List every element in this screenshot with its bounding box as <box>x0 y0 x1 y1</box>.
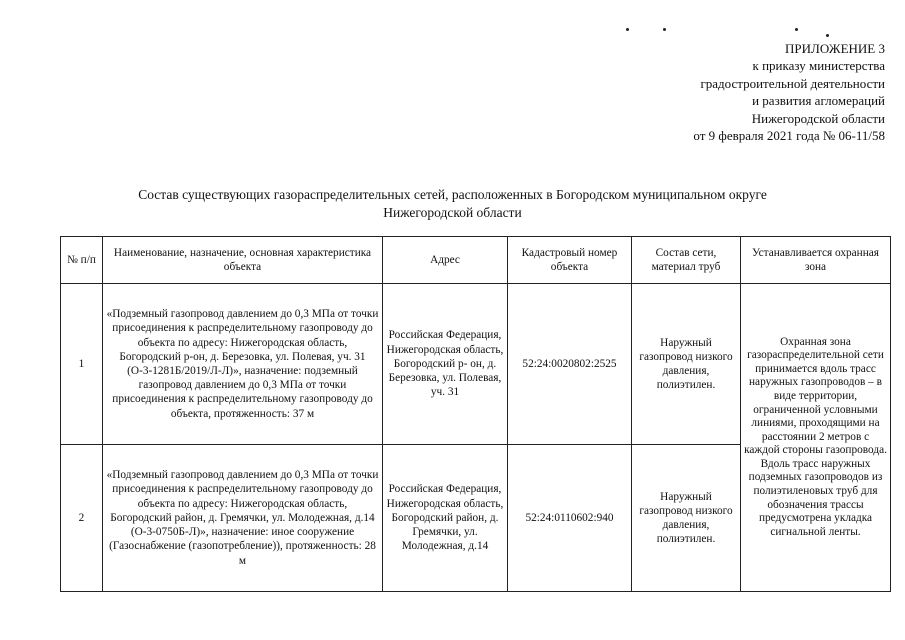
row-name: «Подземный газопровод давлением до 0,3 МПа от точки присоединения к распределительному газопроводу до объекта по адресу: Нижегородская область, Богородский р-он, д. Березовка, ул. Полевая, уч. 31 (О-3-1281Б/2019/Л-Л)», назначение: подземный газопровод давлением до 0,3 МПа от точки присоединения к распределительному газопроводу до объекта, протяженность: 37 м <box>103 284 383 445</box>
document-title-line2: Нижегородской области <box>383 205 522 220</box>
annex-line: градостроительной деятельности <box>700 75 885 91</box>
table-row <box>61 284 891 445</box>
protection-zone-cell: Охранная зона газораспределительной сети принимается вдоль трасс наружных газопроводов – в виде территории, ограниченной условными линиями, проходящими на расстоянии 2 метров с каждой стороны газопровода. Вдоль трасс наружных подземных газопроводов из полиэтиленовых труб для обозначения трассы предусмотрена укладка сигнальной ленты. <box>741 284 891 592</box>
row-num: 1 <box>61 284 103 445</box>
row-address: Российская Федерация, Нижегородская область, Богородский р- он, д. Березовка, ул. Полевая, уч. 31 <box>383 284 508 445</box>
table-header-row <box>61 237 891 284</box>
header-name: Наименование, назначение, основная характеристика объекта <box>103 237 383 284</box>
row-network: Наружный газопровод низкого давления, полиэтилен. <box>632 445 741 592</box>
document-title-line1: Состав существующих газораспределительных сетей, расположенных в Богородском муниципальном округе <box>138 187 767 202</box>
row-num: 2 <box>61 445 103 592</box>
annex-title: ПРИЛОЖЕНИЕ 3 <box>785 41 885 56</box>
header-zone: Устанавливается охранная зона <box>741 237 891 284</box>
row-address: Российская Федерация, Нижегородская область, Богородский район, д. Гремячки, ул. Молодежная, д.14 <box>383 445 508 592</box>
row-name: «Подземный газопровод давлением до 0,3 МПа от точки присоединения к распределительному газопроводу до объекта по адресу: Нижегородская область, Богородский район, д. Гремячки, ул. Молодежная, д.14 (О-3-0750Б-Л)», назначение: иное сооружение (Газоснабжение (газопотребление)), протяженность: 28 м <box>103 445 383 592</box>
row-network: Наружный газопровод низкого давления, полиэтилен. <box>632 284 741 445</box>
row-cadastral: 52:24:0020802:2525 <box>508 284 632 445</box>
annex-line: и развития агломераций <box>752 93 885 109</box>
annex-header <box>565 40 885 144</box>
header-address: Адрес <box>383 237 508 284</box>
row-cadastral: 52:24:0110602:940 <box>508 445 632 592</box>
gas-network-table <box>60 236 891 592</box>
annex-line: Нижегородской области <box>751 110 885 126</box>
header-cadastral: Кадастровый номер объекта <box>508 237 632 284</box>
header-network: Состав сети, материал труб <box>632 237 741 284</box>
document-title <box>0 186 905 222</box>
annex-order-line: от 9 февраля 2021 года № 06-11/58 <box>693 128 885 144</box>
header-num: № п/п <box>61 237 103 284</box>
annex-line: к приказу министерства <box>752 58 885 74</box>
